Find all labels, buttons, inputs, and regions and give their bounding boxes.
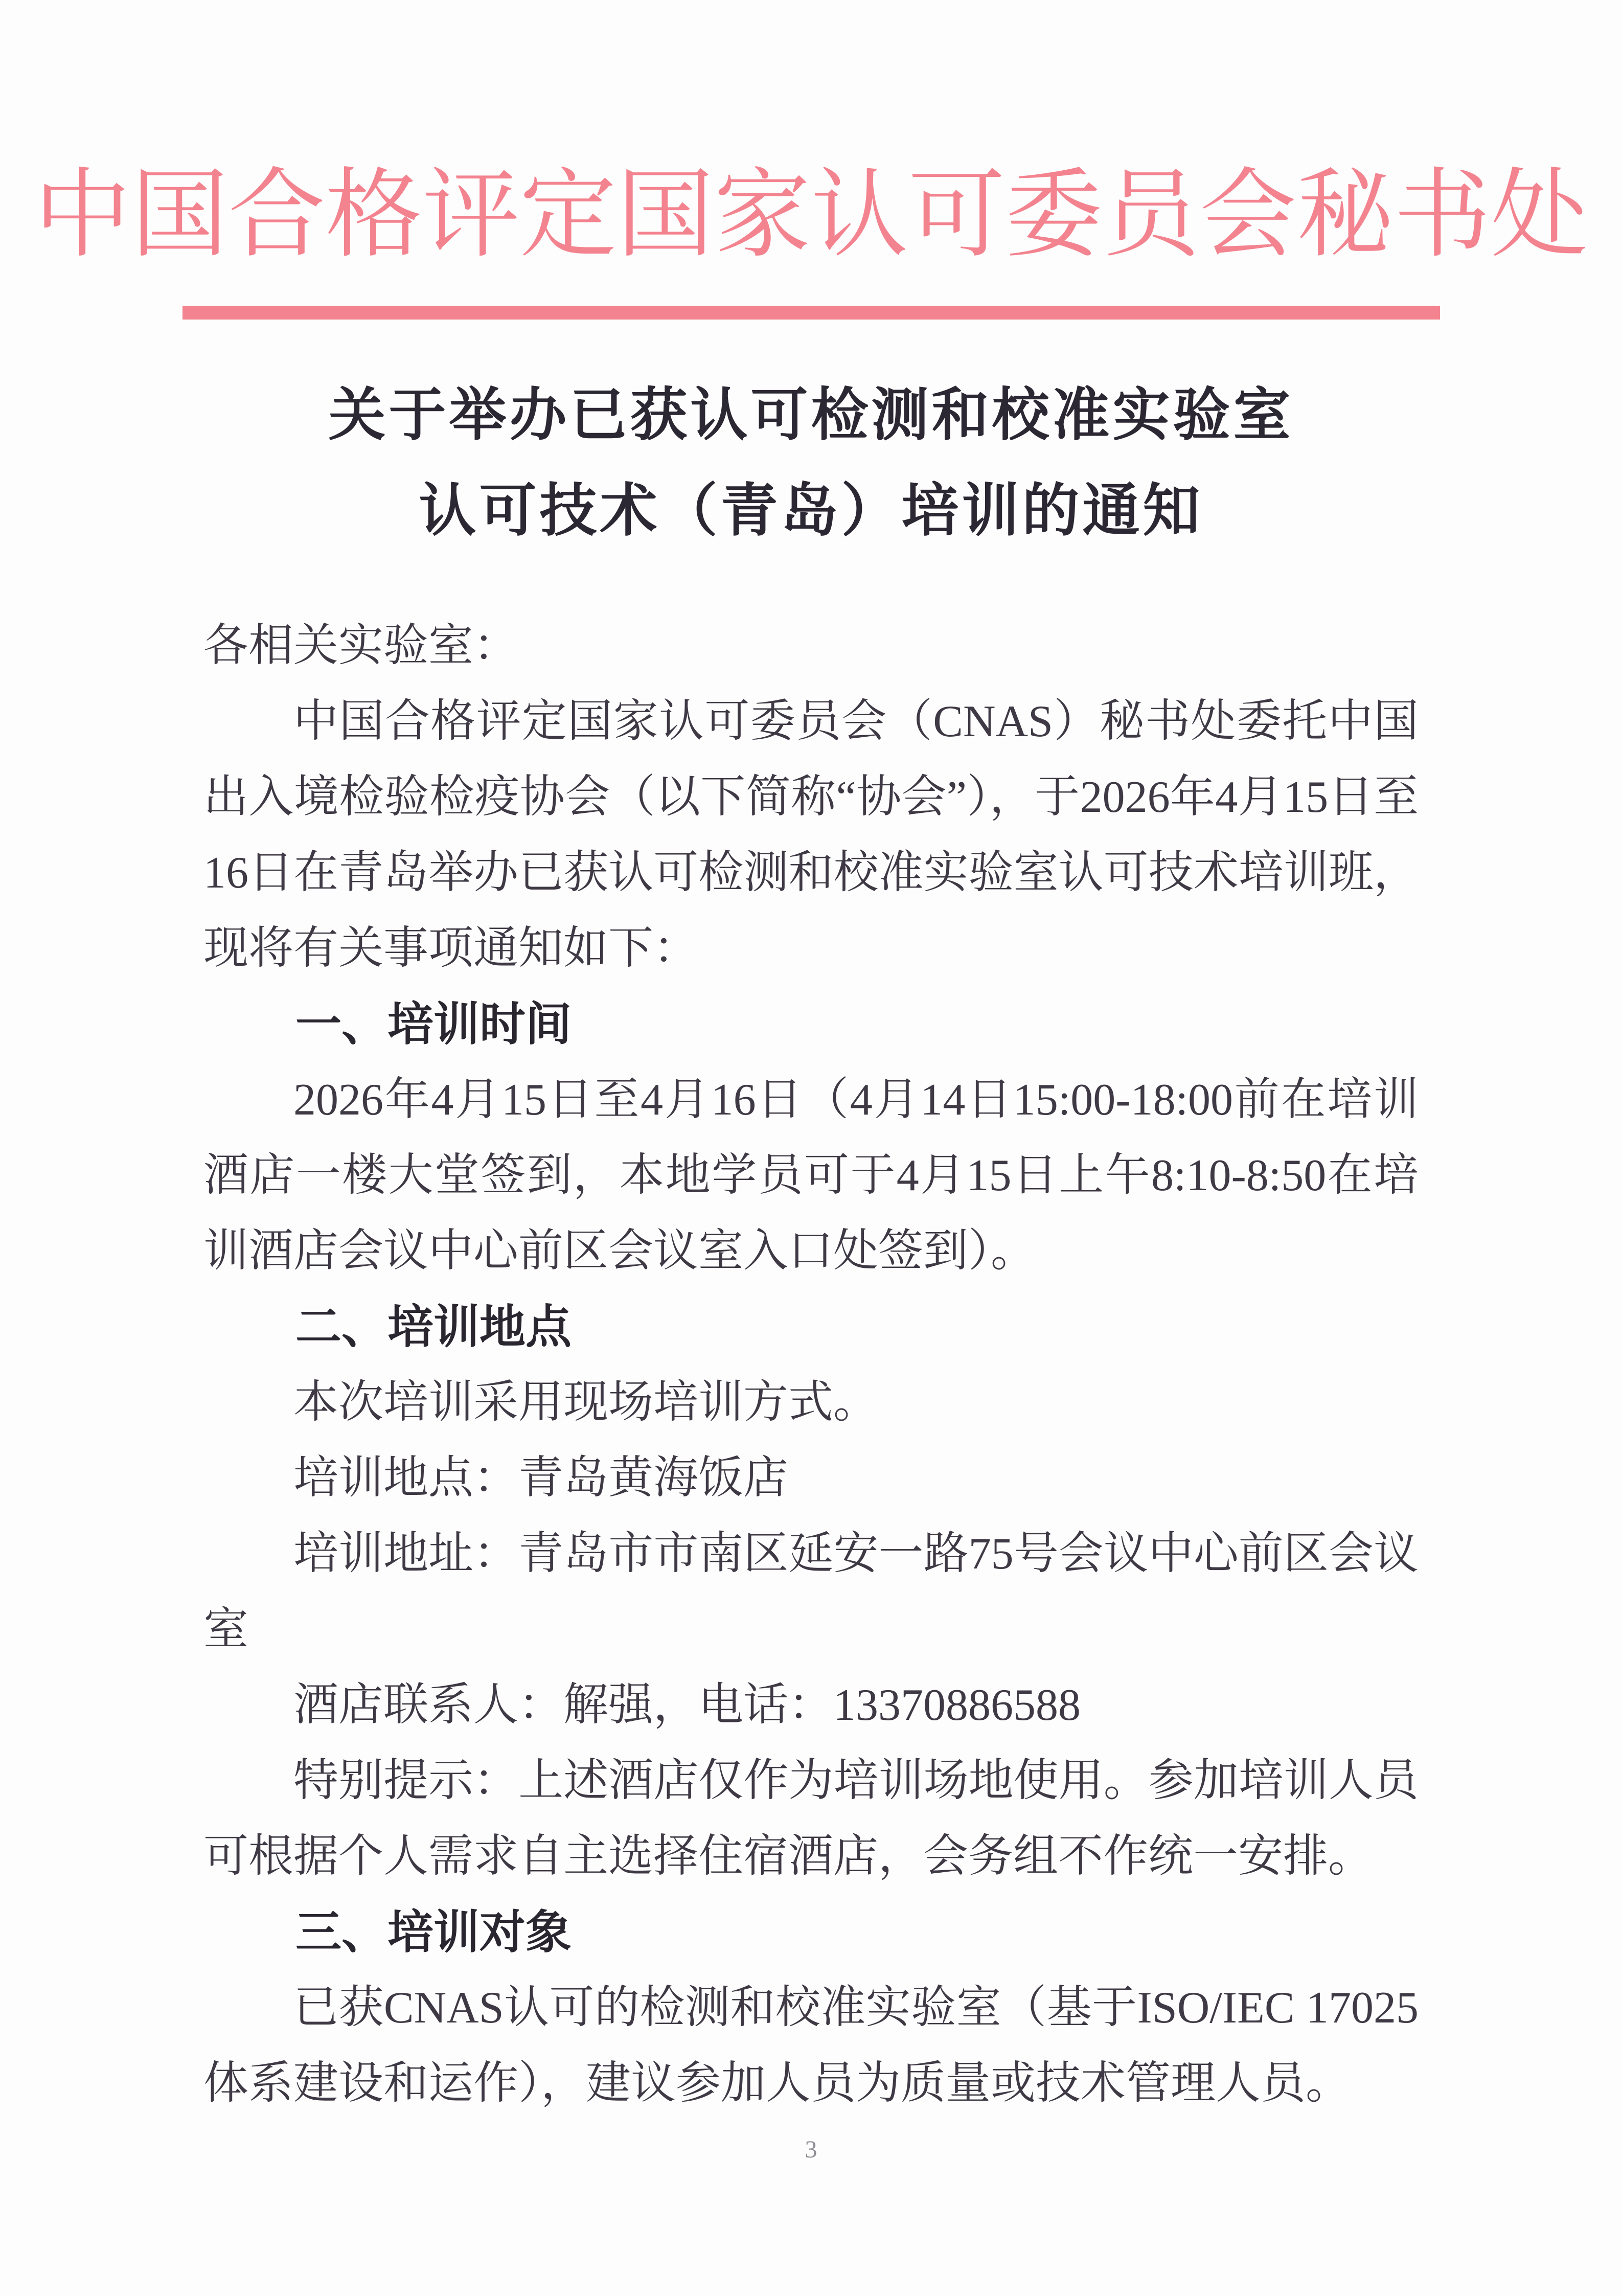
letterhead-divider [182, 306, 1440, 320]
section-1-heading: 一、培训时间 [295, 999, 572, 1050]
document-title-line-2: 认可技术（青岛）培训的通知 [419, 480, 1203, 543]
section-3-paragraph-1: 已获CNAS认可的检测和校准实验室（基于ISO/IEC 17025体系建设和运作），建议参加人员为质量或技术管理人员。 [203, 1983, 1419, 2108]
section-2-paragraph-4: 酒店联系人：解强，电话：13370886588 [293, 1680, 1081, 1730]
section-1-paragraph-1: 2026年4月15日至4月16日（4月14日15:00-18:00前在培训酒店一楼大堂签到，本地学员可于4月15日上午8:10-8:50在培训酒店会议中心前区会议室入口处签到）。 [203, 1075, 1419, 1276]
section-2-paragraph-2: 培训地点：青岛黄海饭店 [293, 1453, 789, 1503]
document-title [0, 368, 1622, 559]
section-3-heading: 三、培训对象 [295, 1907, 572, 1958]
salutation: 各相关实验室： [203, 621, 519, 671]
letterhead [0, 0, 1622, 320]
document-title-line-1: 关于举办已获认可检测和校准实验室 [328, 384, 1294, 447]
section-2-paragraph-1: 本次培训采用现场培训方式。 [293, 1378, 879, 1427]
intro-paragraph: 中国合格评定国家认可委员会（CNAS）秘书处委托中国出入境检验检疫协会（以下简称“协会”），于2026年4月15日至16日在青岛举办已获认可检测和校准实验室认可技术培训班，现将有关事项通知如下： [203, 697, 1419, 973]
page-footer [0, 2135, 1622, 2165]
section-2-paragraph-3: 培训地址：青岛市市南区延安一路75号会议中心前区会议室 [203, 1529, 1419, 1654]
section-2-paragraph-5: 特别提示：上述酒店仅作为培训场地使用。参加培训人员可根据个人需求自主选择住宿酒店，会务组不作统一安排。 [203, 1756, 1419, 1881]
section-2-heading: 二、培训地点 [295, 1302, 572, 1353]
notice-body [0, 608, 1622, 2122]
page-number: 3 [805, 2136, 817, 2163]
letterhead-org-name: 中国合格评定国家认可委员会秘书处 [34, 162, 1588, 269]
